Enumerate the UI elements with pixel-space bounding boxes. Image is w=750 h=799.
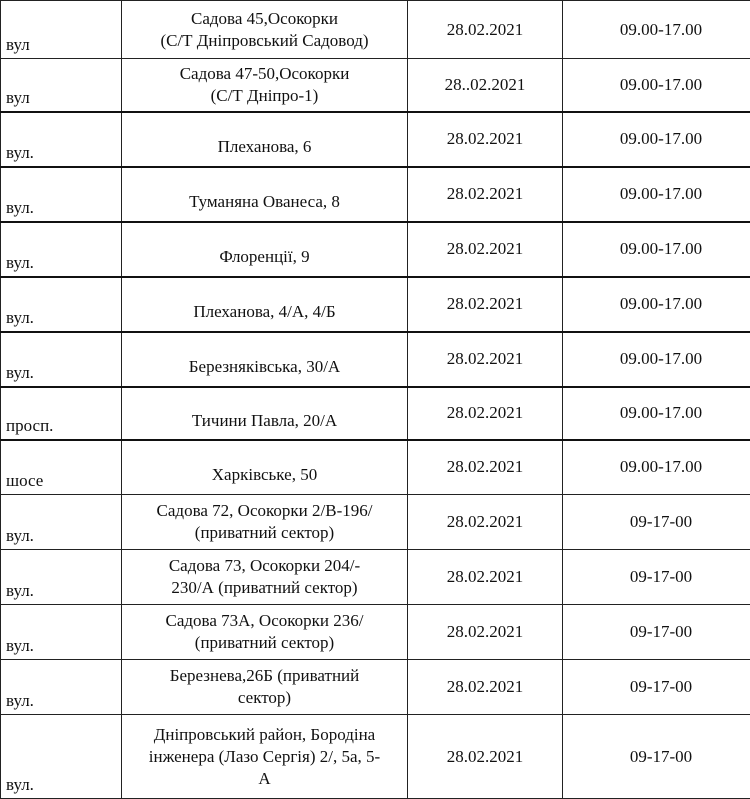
time-cell: 09.00-17.00 xyxy=(563,332,750,387)
street-type-cell: вул. xyxy=(1,605,122,660)
street-type-cell: вул. xyxy=(1,495,122,550)
address-cell xyxy=(122,112,408,167)
time-cell: 09-17-00 xyxy=(563,715,750,799)
address-text: Плеханова, 6 xyxy=(122,136,407,158)
table-row xyxy=(1,112,750,167)
address-text: Плеханова, 4/А, 4/Б xyxy=(122,301,407,323)
date-cell: 28.02.2021 xyxy=(408,715,563,799)
table-row xyxy=(1,660,750,715)
table-row xyxy=(1,222,750,277)
address-cell xyxy=(122,167,408,222)
date-cell: 28.02.2021 xyxy=(408,277,563,332)
date-cell: 28.02.2021 xyxy=(408,550,563,605)
date-cell: 28.02.2021 xyxy=(408,222,563,277)
address-cell xyxy=(122,387,408,440)
date-cell: 28.02.2021 xyxy=(408,112,563,167)
table-row xyxy=(1,332,750,387)
date-cell: 28.02.2021 xyxy=(408,167,563,222)
time-cell: 09.00-17.00 xyxy=(563,1,750,59)
address-text: Харківське, 50 xyxy=(122,464,407,486)
street-type-cell: вул. xyxy=(1,550,122,605)
street-type-cell: просп. xyxy=(1,387,122,440)
table-row xyxy=(1,387,750,440)
street-type-cell: вул. xyxy=(1,332,122,387)
street-type-cell: вул. xyxy=(1,222,122,277)
table-row xyxy=(1,440,750,495)
address-cell xyxy=(122,715,408,799)
table-row xyxy=(1,277,750,332)
table-row xyxy=(1,167,750,222)
address-text: Садова 73А, Осокорки 236/ (приватний сектор) xyxy=(122,610,407,654)
address-text: Березнева,26Б (приватний сектор) xyxy=(122,665,407,709)
address-text: Садова 72, Осокорки 2/В-196/ (приватний сектор) xyxy=(122,500,407,544)
address-cell xyxy=(122,332,408,387)
date-cell: 28..02.2021 xyxy=(408,59,563,112)
table-row xyxy=(1,1,750,59)
date-cell: 28.02.2021 xyxy=(408,332,563,387)
table-row xyxy=(1,59,750,112)
time-cell: 09-17-00 xyxy=(563,550,750,605)
date-cell: 28.02.2021 xyxy=(408,440,563,495)
time-cell: 09.00-17.00 xyxy=(563,167,750,222)
address-text: Туманяна Ованеса, 8 xyxy=(122,191,407,213)
address-cell xyxy=(122,660,408,715)
street-type-cell: вул xyxy=(1,59,122,112)
street-type-cell: вул xyxy=(1,1,122,59)
address-text: Березняківська, 30/А xyxy=(122,356,407,378)
table-row xyxy=(1,605,750,660)
street-type-cell: вул. xyxy=(1,277,122,332)
time-cell: 09.00-17.00 xyxy=(563,112,750,167)
address-cell xyxy=(122,550,408,605)
table-row xyxy=(1,495,750,550)
time-cell: 09.00-17.00 xyxy=(563,277,750,332)
table-row xyxy=(1,550,750,605)
street-type-cell: шосе xyxy=(1,440,122,495)
address-cell xyxy=(122,222,408,277)
time-cell: 09-17-00 xyxy=(563,605,750,660)
address-text: Садова 47-50,Осокорки (С/Т Дніпро-1) xyxy=(122,63,407,107)
street-type-cell: вул. xyxy=(1,715,122,799)
date-cell: 28.02.2021 xyxy=(408,605,563,660)
address-cell xyxy=(122,495,408,550)
address-text: Тичини Павла, 20/А xyxy=(122,410,407,432)
table-row xyxy=(1,715,750,799)
address-text: Садова 73, Осокорки 204/- 230/А (приватний сектор) xyxy=(122,555,407,599)
date-cell: 28.02.2021 xyxy=(408,1,563,59)
time-cell: 09-17-00 xyxy=(563,495,750,550)
time-cell: 09.00-17.00 xyxy=(563,387,750,440)
street-type-cell: вул. xyxy=(1,660,122,715)
address-text: Садова 45,Осокорки (С/Т Дніпровський Садовод) xyxy=(122,8,407,52)
street-type-cell: вул. xyxy=(1,167,122,222)
street-type-cell: вул. xyxy=(1,112,122,167)
address-cell xyxy=(122,605,408,660)
date-cell: 28.02.2021 xyxy=(408,387,563,440)
time-cell: 09.00-17.00 xyxy=(563,59,750,112)
address-cell xyxy=(122,277,408,332)
address-text: Флоренції, 9 xyxy=(122,246,407,268)
address-cell xyxy=(122,59,408,112)
time-cell: 09.00-17.00 xyxy=(563,440,750,495)
date-cell: 28.02.2021 xyxy=(408,495,563,550)
time-cell: 09-17-00 xyxy=(563,660,750,715)
address-text: Дніпровський район, Бородіна інженера (Лазо Сергія) 2/, 5а, 5- А xyxy=(122,724,407,790)
time-cell: 09.00-17.00 xyxy=(563,222,750,277)
date-cell: 28.02.2021 xyxy=(408,660,563,715)
address-cell xyxy=(122,1,408,59)
address-cell xyxy=(122,440,408,495)
